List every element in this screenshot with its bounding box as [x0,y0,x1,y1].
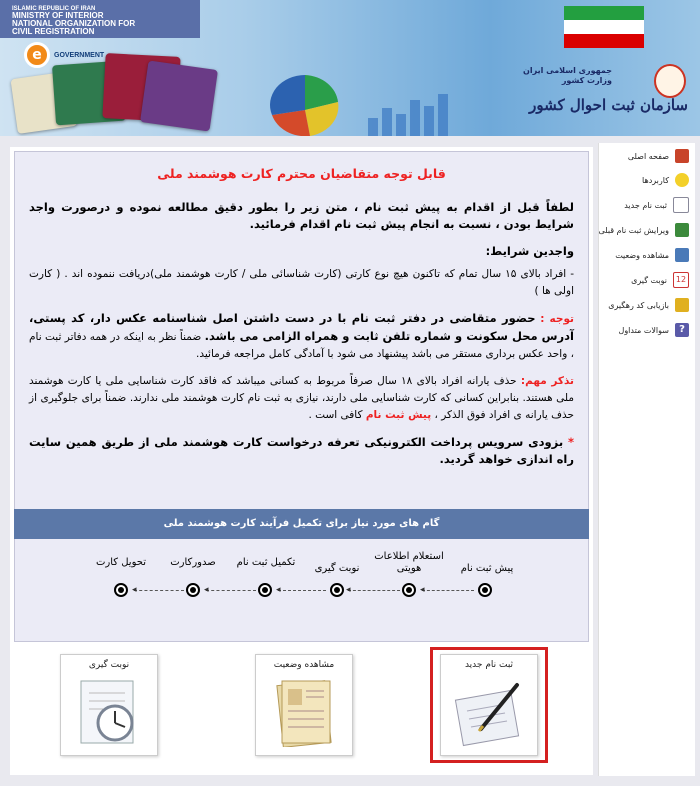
status-tile[interactable] [255,654,353,756]
document-icon [673,197,689,213]
sidebar-item-label: مشاهده وضعیت [615,250,669,260]
org-subtitle [523,66,612,86]
appointment-tile[interactable] [60,654,158,756]
ministry-strip [0,0,200,38]
sidebar [598,143,695,776]
calendar-icon: 12 [673,272,689,288]
organization-emblem-icon [654,64,686,98]
organization-title: سازمان ثبت احوال کشور [529,96,688,114]
arrow-left-icon: ◂ [346,585,351,595]
clock-document-icon [71,677,147,747]
pie-chart-graphic [250,70,360,136]
bulb-icon [675,173,689,187]
sidebar-item-appointment[interactable] [631,271,689,289]
notice-intro: لطفاً قبل از اقدام به پیش ثبت نام ، متن زیر را بطور دقیق مطالعه نموده و درصورت واجد شرایط بودن ، نسبت به انجام پیش ثبت نام اقدام فرمائید. [29,200,574,231]
strip-line-4: CIVIL REGISTRATION [12,27,95,36]
appointment-tile-label: نوبت گیری [88,660,130,670]
attention-rest: ضمناً نظر به اینکه در همه دفاتر ثبت نام ، واحد عکس برداری مستقر می باشد پیشنهاد می شود با آمادگی کامل مراجعه فرمائید. [29,331,574,360]
step-connector [134,590,184,591]
notice-title: قابل توجه متقاضیان محترم کارت هوشمند ملی [157,166,446,181]
sidebar-item-view-status[interactable] [615,246,689,264]
sidebar-item-edit-registration[interactable] [599,221,689,239]
reminder-label: تذکر مهم: [520,375,574,387]
step-label-identity-inquiry: استعلام اطلاعات هویتی [374,551,444,574]
reminder-paragraph [29,373,574,424]
step-label-appointment: نوبت گیری [314,563,360,574]
new-registration-highlight [430,647,548,763]
payment-text: بزودی سرویس پرداخت الکترونیکی تعرفه درخواست کارت هوشمند ملی از طریق همین سایت راه اندازی خواهد گردید. [29,435,574,466]
org-republic: جمهوری اسلامی ایران [523,66,612,75]
help-icon: ? [675,323,689,337]
org-ministry: وزارت کشور [561,76,612,85]
form-document-icon [266,677,342,747]
arrow-left-icon: ◂ [420,585,425,595]
egov-logo-icon: e [24,42,50,68]
attention-label: توجه : [540,313,574,325]
step-connector [206,590,256,591]
sidebar-item-label: سوالات متداول [618,325,669,335]
strip-line-1: ISLAMIC REPUBLIC OF IRAN [12,6,96,12]
sidebar-item-label: ویرایش ثبت نام قبلی [598,225,669,235]
sidebar-item-new-registration[interactable] [624,196,689,214]
step-node [258,583,272,597]
step-label-card-issuance: صدورکارت [170,557,216,568]
sidebar-item-applications[interactable] [642,171,689,189]
attention-bold: حضور متقاضی در دفتر ثبت نام با در دست داشتن اصل شناسنامه عکس دار، کد پستی، آدرس محل سکونت و شماره تلفن ثابت و همراه الزامی می باشد. [29,311,574,343]
iran-flag [564,6,644,58]
reminder-text-1: حذف یارانه افراد بالای ۱۸ سال صرفاً مربوط به کسانی میباشد که فاقد کارت شناسایی ملی یا کارت هوشمند ملی هستند. بنابراین کسانی که کارت شناسایی ملی دارند، نیازی به ثبت نام کارت هوشمند ملی ندارند. ضمناً برای جلوگیری از حذف یارانه ی افراد فوق الذکر ، [29,375,574,421]
header-banner [0,0,700,136]
arrow-left-icon: ◂ [276,585,281,595]
strip-line-2: MINISTRY OF INTERIOR [12,11,104,20]
step-node [402,583,416,597]
step-label-pre-registration: پیش ثبت نام [460,563,514,574]
pre-registration-link[interactable]: پیش ثبت نام [365,409,432,421]
id-cards-graphic [14,45,214,135]
strip-line-3: NATIONAL ORGANIZATION FOR [12,19,136,28]
key-icon [675,298,689,312]
bar-graphic [368,90,488,136]
step-node [186,583,200,597]
status-icon [675,248,689,262]
step-node [330,583,344,597]
step-connector [422,590,474,591]
reminder-text-2: کافی است . [308,409,363,421]
edit-icon [675,223,689,237]
sidebar-item-recover-tracking-code[interactable] [608,296,689,314]
home-icon [675,149,689,163]
step-connector [278,590,326,591]
eligible-heading: واجدین شرایط: [485,244,574,258]
payment-star: * [567,435,574,449]
sidebar-item-label: صفحه اصلی [627,151,669,161]
egov-logo-label: GOVERNMENT [54,52,105,59]
new-registration-tile-label: ثبت نام جدید [464,660,514,670]
attention-paragraph [29,310,574,363]
sidebar-item-home[interactable] [628,147,689,165]
steps-heading: گام های مورد نیاز برای تکمیل فرآیند کارت هوشمند ملی [14,509,589,539]
sidebar-item-label: بازیابی کد رهگیری [608,300,669,310]
eligible-text: - افراد بالای ۱۵ سال تمام که تاکنون هیچ نوع کارتی (کارت شناسائی ملی / کارت هوشمند ملی)دریافت ننموده اند . ( کارت اولی ها ) [29,268,574,297]
sidebar-item-label: ثبت نام جدید [624,200,667,210]
sidebar-item-label: نوبت گیری [631,275,667,285]
step-node [114,583,128,597]
payment-notice [29,434,574,468]
step-label-card-delivery: تحویل کارت [96,557,146,568]
sidebar-item-label: کاربردها [642,175,669,185]
step-label-complete-registration: تکمیل ثبت نام [236,557,296,568]
arrow-left-icon: ◂ [132,585,137,595]
step-node [478,583,492,597]
step-connector [348,590,400,591]
sidebar-item-faq[interactable] [619,321,690,339]
status-tile-label: مشاهده وضعیت [273,660,335,670]
main-content [10,147,593,775]
arrow-left-icon: ◂ [204,585,209,595]
